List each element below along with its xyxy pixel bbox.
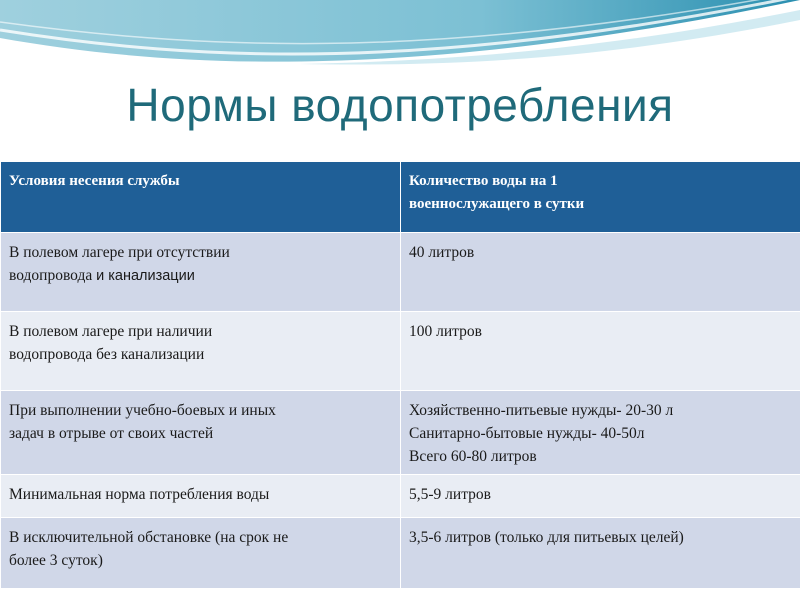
- cell-condition: [1, 518, 401, 589]
- table-row: [1, 475, 800, 518]
- condition-line2: более 3 суток): [9, 552, 103, 569]
- header-wave-banner: [0, 0, 800, 70]
- condition-line1: При выполнении учебно-боевых и иных: [9, 402, 276, 419]
- table-header-row: [1, 162, 800, 233]
- header-water-amount-line1: Количество воды на 1: [409, 173, 558, 189]
- cell-condition: [1, 233, 401, 312]
- amount-line3: Всего 60-80 литров: [409, 448, 537, 465]
- table-row: [1, 233, 800, 312]
- amount-line2: Санитарно-бытовые нужды- 40-50л: [409, 425, 645, 442]
- amount-line1: Хозяйственно-питьевые нужды- 20-30 л: [409, 402, 674, 419]
- cell-condition: [1, 391, 401, 475]
- cell-amount: 40 литров: [401, 233, 800, 312]
- table-row: [1, 391, 800, 475]
- condition-line1: В исключительной обстановке (на срок не: [9, 529, 289, 546]
- condition-line2: задач в отрыве от своих частей: [9, 425, 214, 442]
- table-row: [1, 312, 800, 391]
- cell-amount: 5,5-9 литров: [401, 475, 800, 518]
- header-water-amount: [401, 162, 800, 233]
- condition-line2a: водопровода: [9, 267, 97, 284]
- cell-condition: Минимальная норма потребления воды: [1, 475, 401, 518]
- condition-line2: [9, 264, 394, 288]
- header-water-amount-line2: военнослужащего в сутки: [409, 196, 585, 212]
- condition-line1: В полевом лагере при отсутствии: [9, 244, 230, 261]
- table-row: [1, 518, 800, 589]
- page-title: Нормы водопотребления: [126, 79, 674, 131]
- condition-line1: В полевом лагере при наличии: [9, 323, 213, 340]
- cell-amount: 100 литров: [401, 312, 800, 391]
- header-conditions: Условия несения службы: [1, 162, 401, 233]
- water-norms-table: [0, 161, 800, 589]
- condition-line2b: и канализации: [96, 268, 195, 284]
- cell-amount: [401, 391, 800, 475]
- cell-amount: 3,5-6 литров (только для питьевых целей): [401, 518, 800, 589]
- cell-condition: [1, 312, 401, 391]
- condition-line2: водопровода без канализации: [9, 346, 205, 363]
